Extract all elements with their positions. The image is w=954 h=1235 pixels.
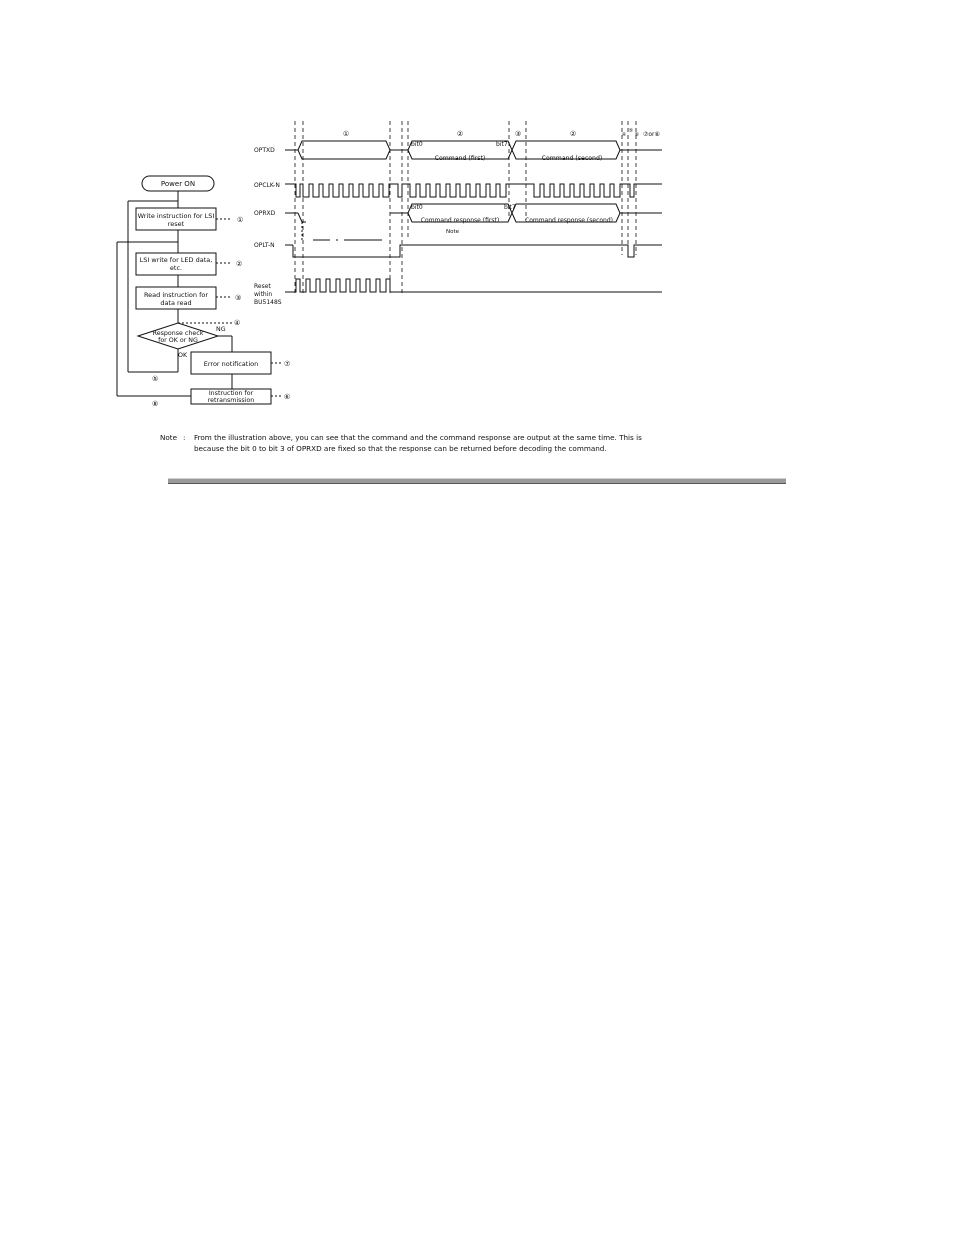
step-1-marker: ①	[237, 216, 244, 224]
rx-box-first: Command response (first)	[420, 217, 500, 224]
step-3-marker: ③	[235, 294, 242, 302]
step-1-label-a: Write instruction for LSI	[137, 212, 215, 220]
tx-bit0-label: bit0	[411, 141, 423, 148]
rx-bit7-label: bit7	[504, 204, 516, 211]
rx-box-second: Command response (second)	[525, 217, 613, 224]
decision-label-a: Response check	[152, 330, 204, 337]
footnote-line-1: From the illustration above, you can see that the command and the command response are output at the same time. This is	[194, 433, 642, 442]
signal-label-oplt: OPLT-N	[254, 242, 275, 249]
reset-trace	[285, 279, 662, 292]
phase-marker-8: ⑦or⑧	[643, 131, 660, 138]
decision-ng: NG	[216, 326, 226, 333]
step-2-label-a: LSI write for LED data,	[139, 256, 213, 264]
phase-marker-7: ⑥	[634, 132, 640, 138]
reset-label-b: within	[254, 291, 273, 298]
reset-label-a: Reset	[254, 283, 271, 290]
step-3-label-b: data read	[160, 299, 192, 307]
decision-label-b: for OK or NG	[158, 337, 198, 344]
tx-bit7-label: bit7	[496, 141, 508, 148]
phase-boundaries	[295, 121, 636, 295]
phase-marker-4: ②	[569, 130, 577, 138]
phase-marker-3: ③	[514, 130, 522, 138]
retransmit-label-a: Instruction for	[208, 390, 254, 397]
signal-label-oprxd: OPRXD	[254, 210, 276, 217]
retransmit-marker: ⑥	[284, 393, 291, 401]
retransmit-label-b: retransmission	[207, 397, 255, 404]
tx-box-first: Command (first)	[434, 155, 486, 162]
step-3-label-a: Read instruction for	[143, 291, 209, 299]
footnote-label: Note	[160, 433, 178, 442]
loop-marker-ok: ⑤	[152, 375, 159, 383]
rx-note-tag: Note	[446, 229, 460, 235]
error-label: Error notification	[203, 360, 259, 368]
opclk-trace	[285, 184, 662, 197]
oplt-trace	[285, 245, 662, 257]
start-label: Power ON	[160, 180, 196, 188]
signal-label-opclk: OPCLK-N	[254, 182, 280, 189]
step-2-label-b: etc.	[169, 264, 183, 272]
rx-bit0-label: bit0	[411, 204, 423, 211]
loop-marker-retransmit: ⑧	[152, 400, 159, 408]
footnote-line-2: because the bit 0 to bit 3 of OPRXD are fixed so that the response can be returned before decoding the command.	[194, 444, 607, 453]
signal-label-optxd: OPTXD	[254, 147, 275, 154]
phase-marker-1: ①	[342, 130, 350, 138]
footnote-colon: :	[183, 433, 186, 442]
tx-box-second: Command (second)	[541, 155, 603, 162]
phase-marker-5: ④	[621, 132, 627, 138]
step-2-marker: ②	[236, 260, 243, 268]
footnote-body	[194, 432, 664, 454]
error-marker: ⑦	[284, 360, 291, 368]
step-1-label-b: reset	[167, 220, 185, 228]
horizontal-divider	[168, 478, 786, 484]
phase-marker-2: ②	[456, 130, 464, 138]
reset-label-c: BU5148S	[254, 299, 282, 306]
phase-marker-6: ⑤	[628, 128, 634, 134]
decision-marker: ④	[234, 319, 241, 327]
decision-ok: OK	[178, 352, 188, 359]
